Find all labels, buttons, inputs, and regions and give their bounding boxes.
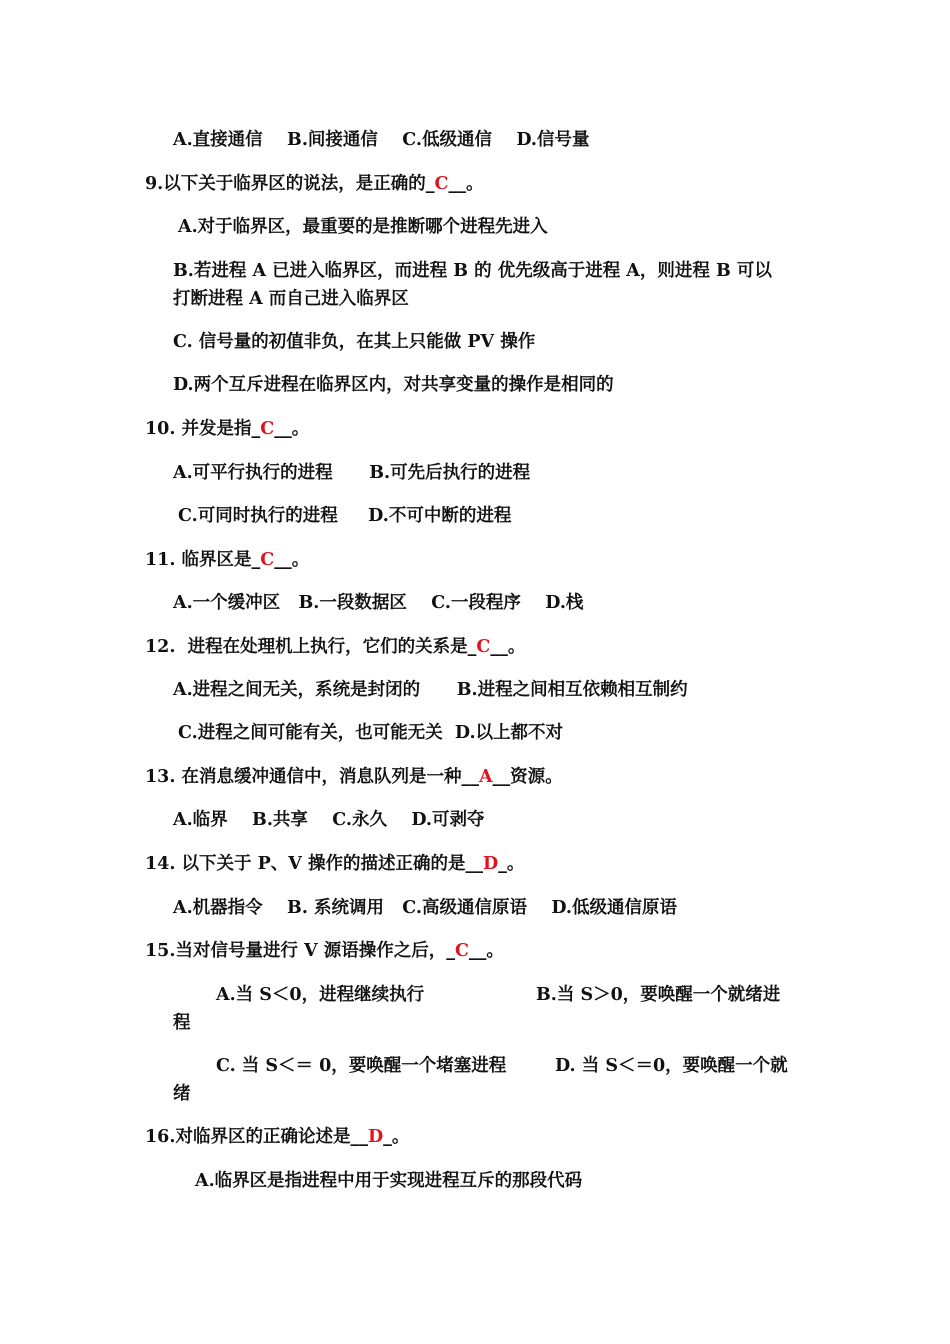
q10-stem-pre: 10. 并发是指_: [145, 419, 261, 439]
q15-option-b-line2: 程: [173, 1013, 191, 1033]
q10-answer: C: [260, 419, 275, 439]
q14-stem: [145, 852, 524, 876]
q15-option-c: C. 当 S＜＝ 0，要唤醒一个堵塞进程: [216, 1056, 507, 1076]
q9-option-b-line1: B.若进程 A 已进入临界区，而进程 B 的 优先级高于进程 A，则进程 B 可以: [173, 261, 772, 281]
q13-stem-pre: 13. 在消息缓冲通信中，消息队列是一种__: [145, 767, 480, 787]
q15-stem: [145, 939, 504, 963]
q15-option-d-line2: 绪: [173, 1084, 191, 1104]
q14-stem-post: _。: [498, 854, 525, 874]
q13-answer: A: [479, 767, 493, 787]
q9-option-d: D.两个互斥进程在临界区内，对共享变量的操作是相同的: [173, 375, 614, 395]
q9-answer: C: [434, 174, 449, 194]
q16-stem-post: _。: [383, 1127, 410, 1147]
q16-stem-pre: 16.对临界区的正确论述是__: [145, 1127, 368, 1147]
q15-answer: C: [454, 941, 469, 961]
q10-stem-post: __。: [274, 419, 310, 439]
q11-stem: [145, 548, 309, 572]
q15-option-b-line1: B.当 S＞0，要唤醒一个就绪进: [536, 985, 781, 1005]
q12-stem-post: __。: [490, 637, 526, 657]
q12-answer: C: [476, 637, 491, 657]
q8-options: A.直接通信 B.间接通信 C.低级通信 D.信号量: [173, 130, 590, 150]
q14-answer: D: [482, 854, 499, 874]
q11-answer: C: [260, 550, 275, 570]
q12-stem-pre: 12. 进程在处理机上执行，它们的关系是_: [145, 637, 477, 657]
q11-options: A.一个缓冲区 B.一段数据区 C.一段程序 D.栈: [173, 593, 584, 613]
q9-option-b-line2: 打断进程 A 而自己进入临界区: [173, 289, 409, 309]
q12-stem: [145, 635, 525, 659]
q9-stem-pre: 9.以下关于临界区的说法，是正确的_: [145, 174, 435, 194]
q9-option-a: A.对于临界区，最重要的是推断哪个进程先进入: [178, 217, 548, 237]
q13-stem: [145, 765, 563, 789]
q9-stem-post: __。: [448, 174, 484, 194]
q13-options: A.临界 B.共享 C.永久 D.可剥夺: [173, 810, 485, 830]
q9-stem: [145, 172, 483, 196]
q10-options-line1: A.可平行执行的进程 B.可先后执行的进程: [173, 463, 531, 483]
q15-stem-pre: 15.当对信号量进行 V 源语操作之后，_: [145, 941, 455, 961]
q14-options: A.机器指令 B. 系统调用 C.高级通信原语 D.低级通信原语: [173, 898, 678, 918]
q15-option-a: A.当 S＜0，进程继续执行: [216, 985, 425, 1005]
q16-stem: [145, 1125, 409, 1149]
q16-option-a: A.临界区是指进程中用于实现进程互斥的那段代码: [195, 1171, 583, 1191]
q11-stem-post: __。: [274, 550, 310, 570]
q12-options-line2: C.进程之间可能有关，也可能无关 D.以上都不对: [178, 723, 564, 743]
q15-stem-post: __。: [468, 941, 504, 961]
q16-answer: D: [367, 1127, 384, 1147]
q12-options-line1: A.进程之间无关，系统是封闭的 B.进程之间相互依赖相互制约: [173, 680, 688, 700]
q10-options-line2: C.可同时执行的进程 D.不可中断的进程: [178, 506, 512, 526]
q10-stem: [145, 417, 309, 441]
q9-option-c: C. 信号量的初值非负，在其上只能做 PV 操作: [173, 332, 536, 352]
q15-option-d-line1: D. 当 S＜＝0，要唤醒一个就: [555, 1056, 788, 1076]
q11-stem-pre: 11. 临界区是_: [145, 550, 261, 570]
q13-stem-post: __资源。: [492, 767, 563, 787]
q14-stem-pre: 14. 以下关于 P、V 操作的描述正确的是__: [145, 854, 483, 874]
